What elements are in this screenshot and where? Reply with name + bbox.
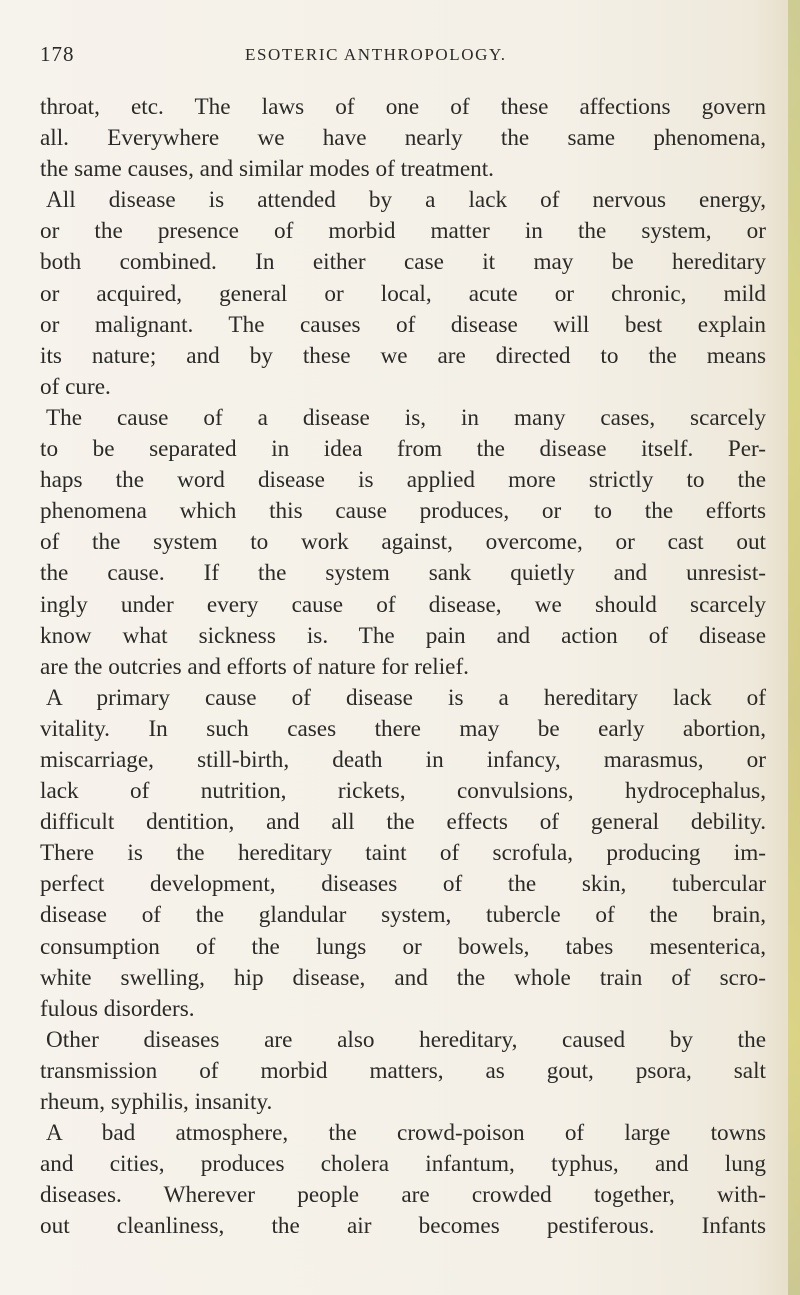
page-header [40, 42, 760, 78]
body-text [40, 92, 766, 1242]
text-line: throat, etc. The laws of one of these affections govern [40, 94, 766, 120]
text-line: and cities, produces cholera infantum, typhus, and lung [40, 1151, 766, 1178]
page-number: 178 [40, 42, 75, 66]
text-line: miscarriage, still-birth, death in infancy, marasmus, or [40, 746, 766, 773]
running-head: ESOTERIC ANTHROPOLOGY. [245, 45, 507, 64]
text-line: haps the word disease is applied more strictly to the [40, 467, 766, 494]
text-line: There is the hereditary taint of scrofula, producing im- [40, 840, 766, 867]
page-edge [788, 0, 800, 1295]
text-line: the same causes, and similar modes of treatment. [40, 156, 494, 183]
text-line: out cleanliness, the air becomes pestiferous. Infants [40, 1213, 766, 1240]
text-line: Other diseases are also hereditary, caused by the [46, 1026, 766, 1053]
text-line: The cause of a disease is, in many cases, scarcely [46, 404, 766, 431]
text-line: both combined. In either case it may be hereditary [40, 249, 766, 276]
text-line: or the presence of morbid matter in the system, or [40, 218, 766, 245]
text-line: vitality. In such cases there may be early abortion, [40, 715, 766, 742]
text-line: all. Everywhere we have nearly the same phenomena, [40, 125, 766, 152]
text-line: consumption of the lungs or bowels, tabes mesenterica, [40, 933, 766, 960]
text-line: lack of nutrition, rickets, convulsions, hydrocephalus, [40, 778, 766, 805]
text-line: transmission of morbid matters, as gout, psora, salt [40, 1057, 766, 1084]
text-line: fulous disorders. [40, 995, 195, 1022]
text-line: A bad atmosphere, the crowd-poison of large towns [46, 1120, 766, 1147]
text-line: to be separated in idea from the disease itself. Per- [40, 436, 766, 463]
text-line: rheum, syphilis, insanity. [40, 1089, 273, 1115]
text-line: the cause. If the system sank quietly and unresist- [40, 560, 766, 587]
text-line: or acquired, general or local, acute or chronic, mild [40, 280, 766, 307]
text-line: phenomena which this cause produces, or to the efforts [40, 498, 766, 525]
text-line: All disease is attended by a lack of nervous energy, [46, 187, 766, 214]
text-line: are the outcries and efforts of nature for relief. [40, 653, 469, 680]
text-line: disease of the glandular system, tubercle of the brain, [40, 902, 766, 929]
text-line: of cure. [40, 373, 111, 400]
text-line: its nature; and by these we are directed to the means [40, 342, 766, 369]
text-line: of the system to work against, overcome, or cast out [40, 529, 766, 556]
text-line: white swelling, hip disease, and the whole train of scro- [40, 964, 766, 991]
text-line: diseases. Wherever people are crowded together, with- [40, 1182, 766, 1209]
text-line: difficult dentition, and all the effects of general debility. [40, 809, 766, 836]
text-line: or malignant. The causes of disease will best explain [40, 311, 766, 338]
text-line: perfect development, diseases of the skin, tubercular [40, 871, 766, 898]
text-line: ingly under every cause of disease, we should scarcely [40, 591, 766, 618]
text-line: know what sickness is. The pain and action of disease [40, 622, 766, 649]
text-line: A primary cause of disease is a hereditary lack of [46, 684, 766, 711]
